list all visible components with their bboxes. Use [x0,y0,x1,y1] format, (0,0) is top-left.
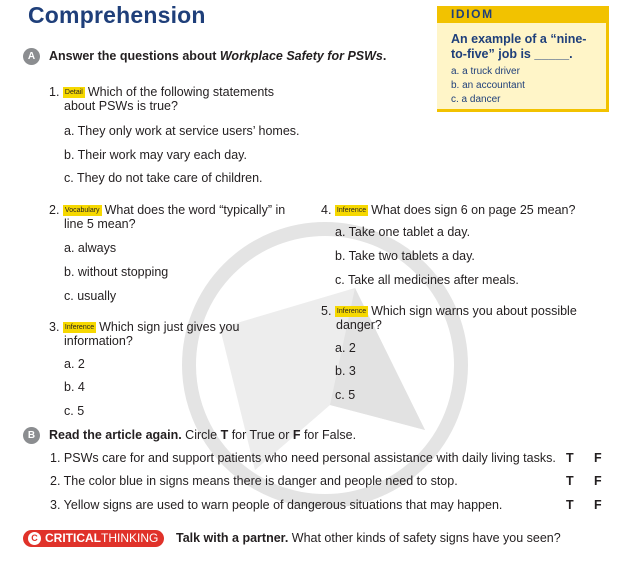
section-a-instruction: Answer the questions about Workplace Safety for PSWs. [49,49,387,63]
statement: 1. PSWs care for and support patients who need personal assistance with daily living tasks. [50,451,556,465]
question-tag: Inference [336,308,367,315]
question-tag: Inference [336,207,367,214]
false-option[interactable]: F [594,451,602,465]
answer-option[interactable]: c. 5 [335,388,356,402]
statement: 2. The color blue in signs means there is danger and people need to stop. [50,474,458,488]
question-tag: Detail [64,89,83,96]
question-3: 3. Inference Which sign just gives you information? [49,320,240,348]
idiom-option: b. an accountant [451,80,525,91]
answer-option[interactable]: c. usually [64,289,117,303]
watermark-logo [180,220,470,510]
idiom-header [437,6,606,23]
idiom-option: c. a dancer [451,94,501,105]
answer-option[interactable]: a. They only work at service users’ homes. [64,124,300,138]
section-b-instruction: Read the article again. Circle T for True or F for False. [49,428,357,442]
page-title: Comprehension [28,2,206,28]
answer-option[interactable]: a. always [64,241,117,255]
question-2: 2. Vocabulary What does the word “typically” in line 5 mean? [49,203,286,231]
answer-option[interactable]: c. They do not take care of children. [64,171,263,185]
answer-option[interactable]: b. Their work may vary each day. [64,148,247,162]
answer-option[interactable]: a. 2 [64,357,85,371]
question-4: 4. Inference What does sign 6 on page 25 mean? [321,203,576,217]
section-b-badge: B [23,427,40,444]
answer-option[interactable]: a. Take one tablet a day. [335,225,471,239]
question-5: 5. Inference Which sign warns you about possible danger? [321,304,577,332]
true-option[interactable]: T [566,474,574,488]
section-c-instruction: Talk with a partner. What other kinds of safety signs have you seen? [176,531,561,545]
idiom-box [437,6,609,112]
answer-option[interactable]: b. without stopping [64,265,169,279]
false-option[interactable]: F [594,498,602,512]
idiom-option: a. a truck driver [451,66,520,77]
section-c-letter: C [28,532,41,545]
true-option[interactable]: T [566,498,574,512]
answer-option[interactable]: c. Take all medicines after meals. [335,273,519,287]
true-option[interactable]: T [566,451,574,465]
question-tag: Inference [64,324,95,331]
answer-option[interactable]: b. 3 [335,364,356,378]
idiom-header-label: IDIOM [451,7,494,21]
question-1: 1. Detail Which of the following statements about PSWs is true? [49,85,275,113]
answer-option[interactable]: c. 5 [64,404,85,418]
question-tag: Vocabulary [64,207,100,214]
statement: 3. Yellow signs are used to warn people of dangerous situations that may happen. [50,498,503,512]
false-option[interactable]: F [594,474,602,488]
critical-thinking-badge: C CRITICAL THINKING [23,530,164,547]
answer-option[interactable]: b. 4 [64,380,85,394]
answer-option[interactable]: a. 2 [335,341,356,355]
answer-option[interactable]: b. Take two tablets a day. [335,249,475,263]
section-a-badge: A [23,48,40,65]
idiom-question: An example of a “nine-to-five” job is _____. [451,32,587,61]
